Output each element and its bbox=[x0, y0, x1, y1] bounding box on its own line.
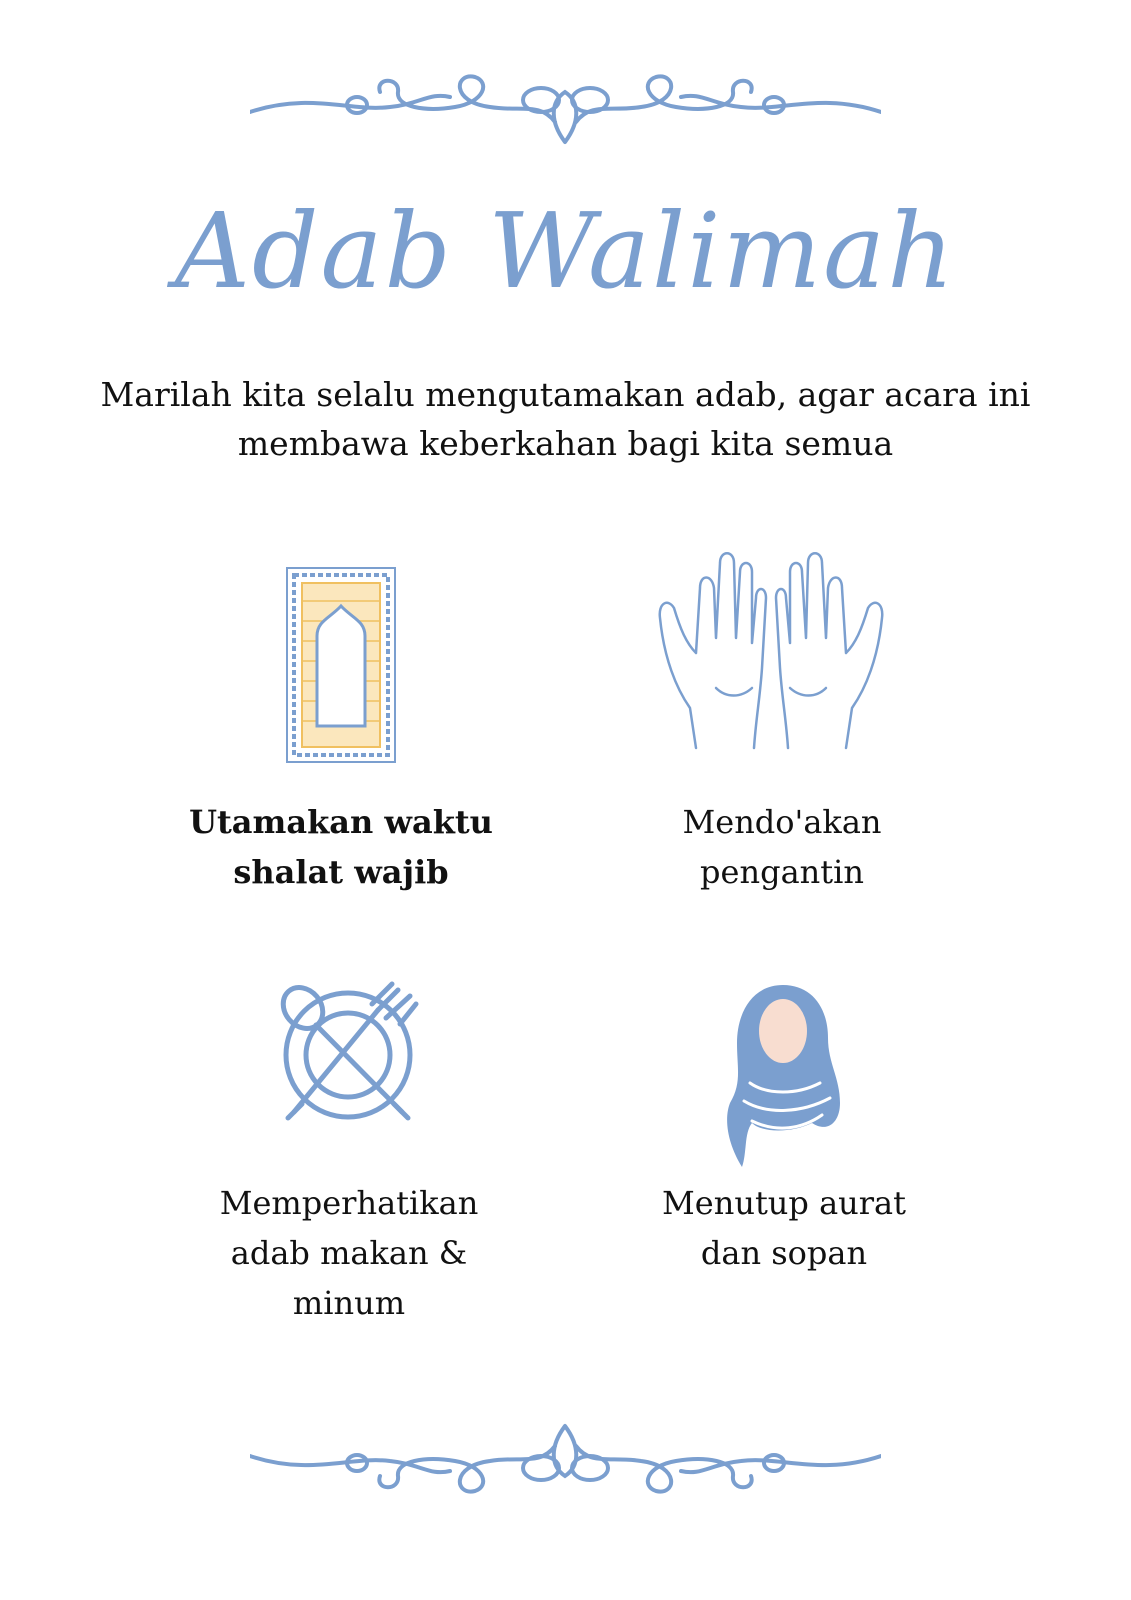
item-label-pray: Mendo'akan pengantin bbox=[682, 803, 882, 891]
prayer-mat-icon bbox=[285, 566, 397, 764]
praying-hands-icon bbox=[656, 548, 886, 753]
item-label-prayer: Utamakan waktu shalat wajib bbox=[189, 803, 493, 891]
item-label-modesty: Menutup aurat dan sopan bbox=[662, 1184, 906, 1272]
top-flourish-ornament bbox=[250, 62, 881, 152]
item-label-eating: Memperhatikan adab makan & minum bbox=[219, 1184, 479, 1322]
bottom-flourish-ornament bbox=[250, 1416, 881, 1506]
page-title: Adab Walimah bbox=[174, 190, 957, 312]
plate-fork-spoon-icon bbox=[278, 980, 423, 1130]
hijab-woman-icon bbox=[722, 983, 844, 1169]
intro-text: Marilah kita selalu mengutamakan adab, agar acara ini membawa keberkahan bagi kita semua bbox=[100, 375, 1031, 463]
